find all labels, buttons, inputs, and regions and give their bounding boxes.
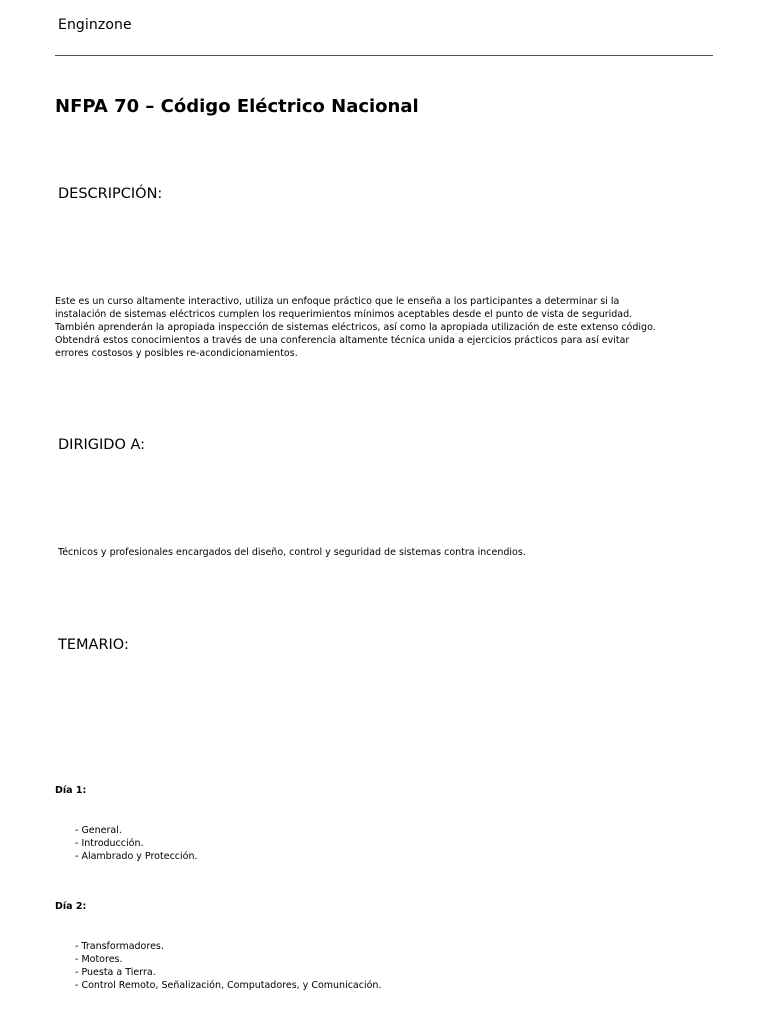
descripcion-line: Obtendrá estos conocimientos a través de una conferencia altamente técnica unida a ejercicios prácticos para así evitar <box>55 335 630 346</box>
topic-item: - General. <box>75 825 122 836</box>
descripcion-line: errores costosos y posibles re-acondicionamientos. <box>55 348 298 359</box>
topic-item: - Control Remoto, Señalización, Computadores, y Comunicación. <box>75 980 382 991</box>
topic-item: - Motores. <box>75 954 123 965</box>
day-2-topics <box>75 940 381 992</box>
document-title: NFPA 70 – Código Eléctrico Nacional <box>55 96 419 117</box>
topic-item: - Transformadores. <box>75 941 164 952</box>
descripcion-line: También aprenderán la apropiada inspección de sistemas eléctricos, así como la apropiada utilización de este extenso código. <box>55 322 656 333</box>
header-divider <box>55 55 713 56</box>
brand-name: Enginzone <box>58 17 132 33</box>
descripcion-heading: DESCRIPCIÓN: <box>58 186 163 202</box>
day-2-label: Día 2: <box>55 901 87 912</box>
dirigido-text: Técnicos y profesionales encargados del diseño, control y seguridad de sistemas contra incendios. <box>58 547 526 558</box>
temario-heading: TEMARIO: <box>58 637 129 653</box>
topic-item: - Introducción. <box>75 838 144 849</box>
dirigido-heading: DIRIGIDO A: <box>58 437 146 453</box>
descripcion-line: Este es un curso altamente interactivo, utiliza un enfoque práctico que le enseña a los participantes a determinar si la <box>55 296 620 307</box>
day-1-label: Día 1: <box>55 785 87 796</box>
descripcion-line: instalación de sistemas eléctricos cumplen los requerimientos mínimos aceptables desde el punto de vista de seguridad. <box>55 309 633 320</box>
topic-item: - Alambrado y Protección. <box>75 851 198 862</box>
day-1-topics <box>75 824 198 863</box>
descripcion-paragraph <box>55 295 725 360</box>
topic-item: - Puesta a Tierra. <box>75 967 156 978</box>
